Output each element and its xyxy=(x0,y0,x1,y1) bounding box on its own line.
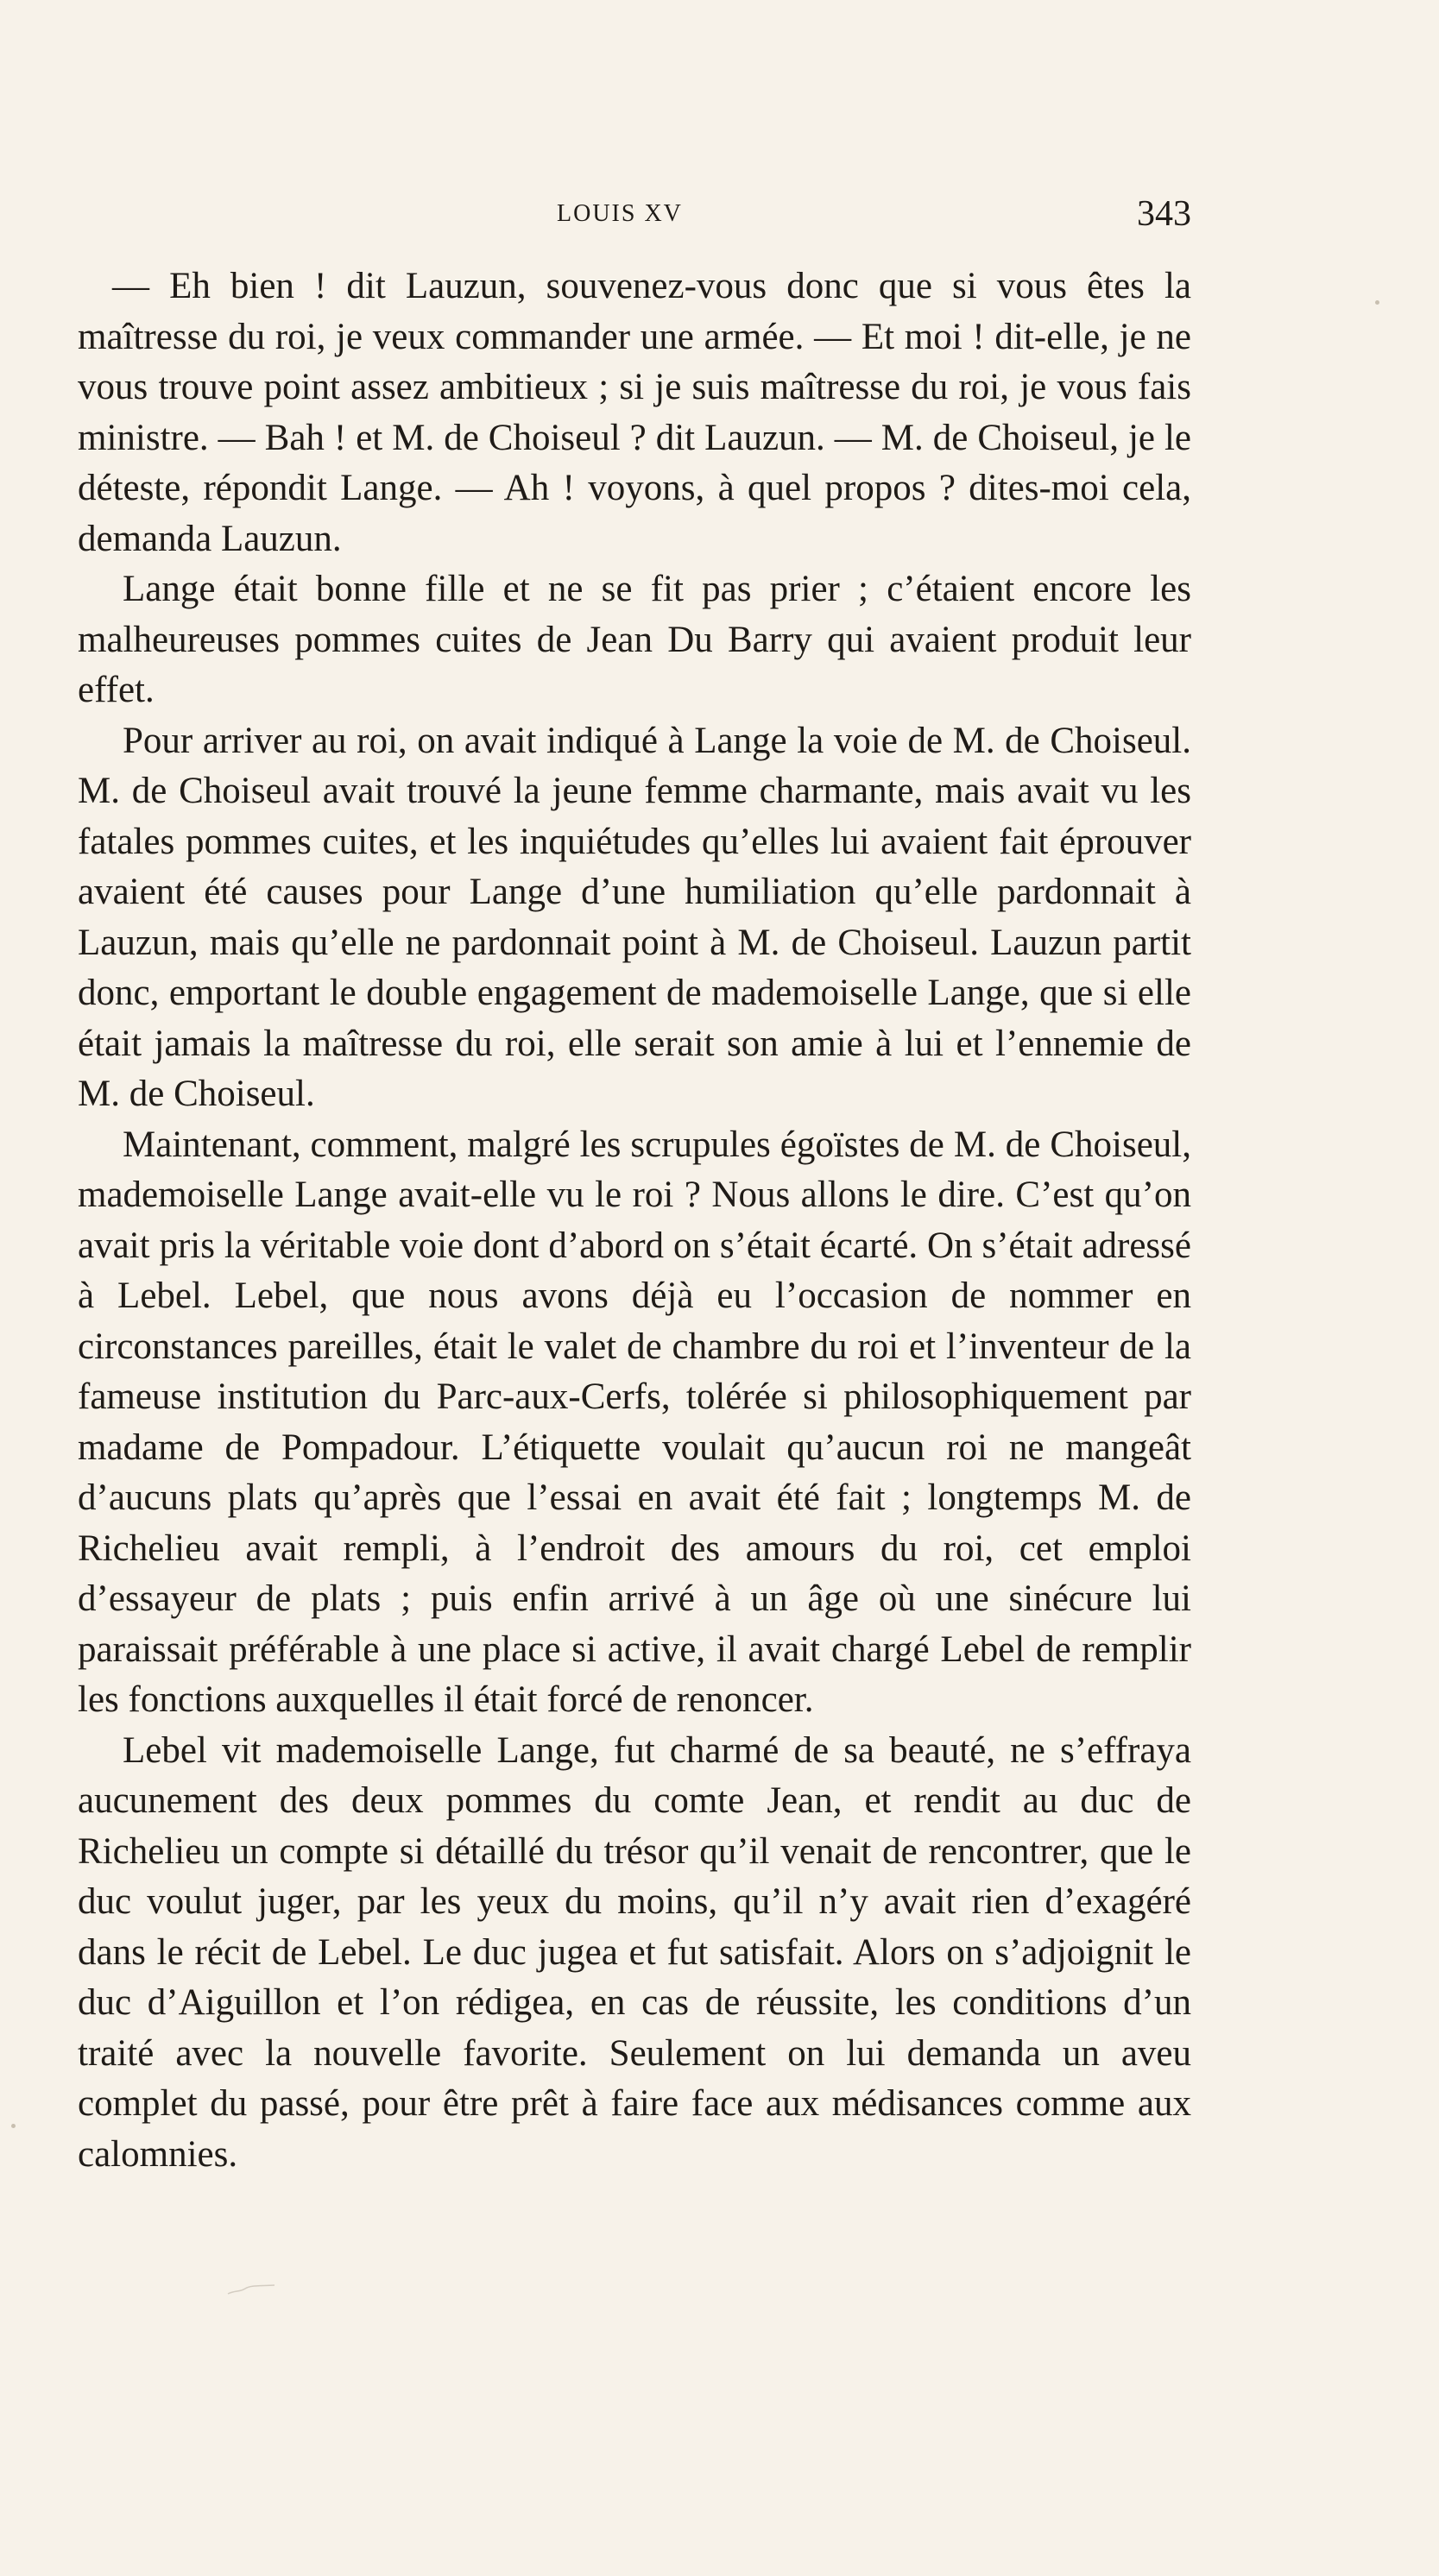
paragraph-2: Lange était bonne fille et ne se fit pas prier ; c’étaient encore les malheureuses pommes cuites de Jean Du Barry qui avaient produit leur effet. xyxy=(78,569,1191,710)
paper-speck-lower-left xyxy=(11,2124,16,2128)
page-header xyxy=(78,194,1191,252)
paragraph-4: Maintenant, comment, malgré les scrupules égoïstes de M. de Choiseul, mademoiselle Lange avait-elle vu le roi ? Nous allons le dire. C’est qu’on avait pris la véritable voie dont d’abord on s’était écarté. On s’était adressé à Lebel. Lebel, que nous avons déjà eu l’occasion de nommer en circonstances pareilles, était le valet de chambre du roi et l’inventeur de la fameuse institution du Parc-aux-Cerfs, tolérée si philosophiquement par madame de Pompadour. L’étiquette voulait qu’aucun roi ne mangeât d’aucuns plats qu’après que l’essai en avait été fait ; longtemps M. de Richelieu avait rempli, à l’endroit des amours du roi, cet emploi d’essayeur de plats ; puis enfin arrivé à un âge où une sinécure lui paraissait préférable à une place si active, il avait chargé Lebel de remplir les fonctions auxquelles il était forcé de renoncer. xyxy=(78,1124,1191,1720)
page-number: 343 xyxy=(1137,194,1191,234)
ink-smudge-mark xyxy=(226,2282,278,2299)
paragraph-1: — Eh bien ! dit Lauzun, souvenez-vous donc que si vous êtes la maîtresse du roi, je veux commander une armée. — Et moi ! dit-elle, je ne vous trouve point assez ambitieux ; si je suis maîtresse du roi, je vous fais ministre. — Bah ! et M. de Choiseul ? dit Lauzun. — M. de Choiseul, je le déteste, répondit Lange. — Ah ! voyons, à quel propos ? dites-moi cela, demanda Lauzun. xyxy=(78,266,1191,559)
paragraph-3: Pour arriver au roi, on avait indiqué à Lange la voie de M. de Choiseul. M. de Choiseul avait trouvé la jeune femme charmante, mais avait vu les fatales pommes cuites, et les inquiétudes qu’elles lui avaient fait éprouver avaient été causes pour Lange d’une humiliation qu’elle pardonnait à Lauzun, mais qu’elle ne pardonnait point à M. de Choiseul. Lauzun partit donc, emportant le double engagement de mademoiselle Lange, que si elle était jamais la maîtresse du roi, elle serait son amie à lui et l’ennemie de M. de Choiseul. xyxy=(78,720,1191,1114)
paragraph-5: Lebel vit mademoiselle Lange, fut charmé de sa beauté, ne s’effraya aucunement des deux pommes du comte Jean, et rendit au duc de Richelieu un compte si détaillé du trésor qu’il venait de rencontrer, que le duc voulut juger, par les yeux du moins, qu’il n’y avait rien d’exagéré dans le récit de Lebel. Le duc jugea et fut satisfait. Alors on s’adjoignit le duc d’Aiguillon et l’on rédigea, en cas de réussite, les conditions d’un traité avec la nouvelle favorite. Seulement on lui demanda un aveu complet du passé, pour être prêt à faire face aux médisances comme aux calomnies. xyxy=(78,1729,1191,2175)
paper-speck-right xyxy=(1375,300,1379,305)
main-text xyxy=(78,261,1191,2180)
running-head: LOUIS XV xyxy=(557,200,683,227)
